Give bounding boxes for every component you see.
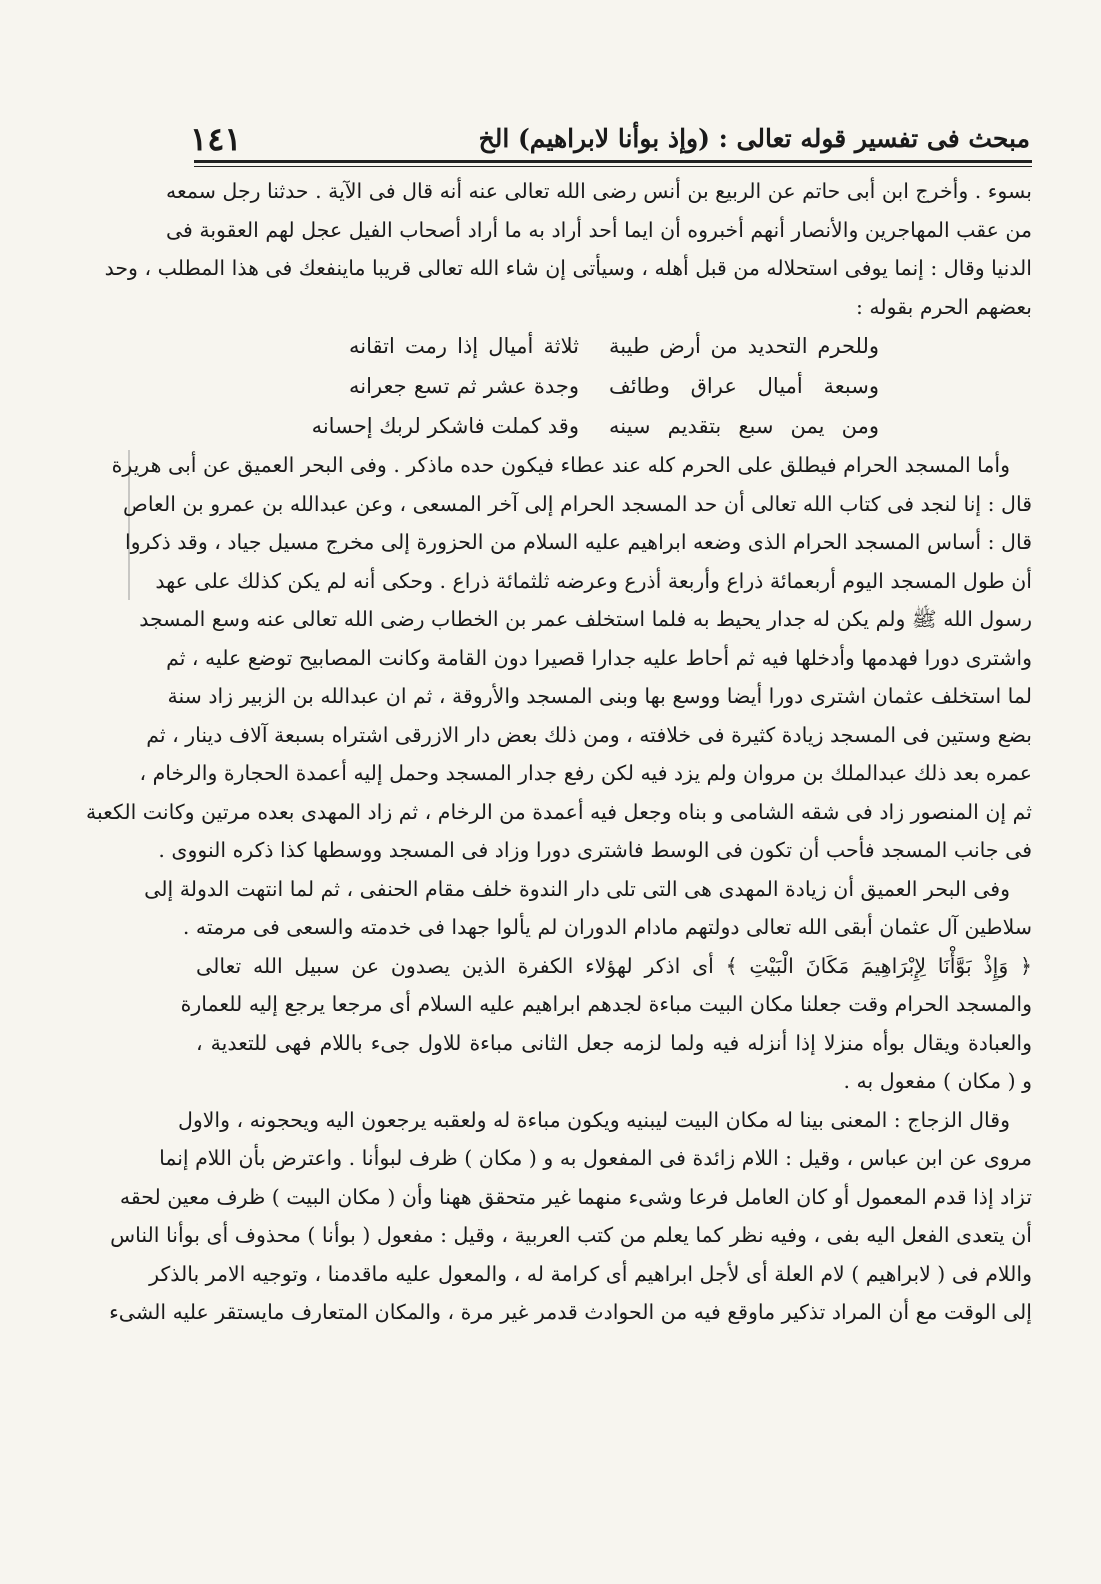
paragraph-3	[144, 870, 1032, 947]
text-line: لما استخلف عثمان اشترى دورا أيضا ووسع بها وبنى المسجد والأروقة ، ثم ان عبدالله بن الزبير زاد سنة	[167, 684, 1032, 708]
text-line: إلى الوقت مع أن المراد تذكير ماوقع فيه من الحوادث قدمر غير مرة ، والمكان المتعارف مايستقر عليه الشىء	[109, 1300, 1032, 1324]
verse-first-hemistich: وللحرم التحديد من أرض طيبة	[609, 334, 879, 358]
text-line: والعبادة ويقال بوأه منزلا إذا أنزله فيه ولما لزمه جعل الثانى مباءة للاول جىء باللام فهى للتعدية ،	[196, 1030, 1032, 1055]
poem	[196, 326, 1032, 446]
paragraph-1	[104, 172, 1032, 326]
verse-second-hemistich: ثلاثة أميال إذا رمت اتقانه	[349, 334, 579, 358]
text-line: واشترى دورا فهدمها وأدخلها فيه ثم أحاط عليه جدارا قصيرا دون القامة وكانت المصابيح توضع عليه ، ثم	[166, 645, 1032, 670]
text-line: من عقب المهاجرين والأنصار أنهم أخبروه أن ايما أحد أراد به ما أراد أصحاب الفيل عجل لهم العقوبة فى	[165, 217, 1032, 242]
page-body	[85, 172, 1032, 1332]
text-line: بسوء . وأخرج ابن أبى حاتم عن الربيع بن أنس رضى الله تعالى عنه أنه قال فى الآية . حدثنا رجل سمعه	[166, 179, 1032, 203]
page-header	[190, 118, 1030, 162]
text-line: رسول الله ﷺ ولم يكن له جدار يحيط به فلما استخلف عمر بن الخطاب رضى الله تعالى عنه وسع المسجد	[139, 607, 1032, 631]
text-line: بضع وستين فى المسجد زيادة كثيرة فى خلافته ، ومن ذلك بعض دار الازرقى اشتراه بسبعة آلاف دينار ، ثم	[146, 722, 1032, 747]
text-line: أن يتعدى الفعل اليه بفى ، وفيه نظر كما يعلم من كتب العربية ، وقيل : مفعول ( بوأنا ) محذوف أى بوأنا الناس	[110, 1223, 1032, 1247]
quran-verse-line: ﴿ وَإِذْ بَوَّأْنَا لِإِبْرَاهِيمَ مَكَانَ الْبَيْتِ ﴾ أى اذكر لهؤلاء الكفرة الذين يصدون عن سبيل الله تعالى	[196, 953, 1032, 978]
text-line: عمره بعد ذلك عبدالملك بن مروان ولم يزد فيه لكن رفع جدار المسجد وحمل إليه أعمدة الحجارة والرخام ،	[139, 761, 1032, 785]
poem-verse	[196, 406, 1032, 446]
text-line: مروى عن ابن عباس ، وقيل : اللام زائدة فى المفعول به و ( مكان ) ظرف لبوأنا . واعترض بأن اللام إنما	[159, 1146, 1032, 1170]
text-line: و ( مكان ) مفعول به .	[843, 1069, 1032, 1093]
header-rule-thin	[194, 166, 1032, 167]
text-line: الدنيا وقال : إنما يوفى استحلاله من قبل أهله ، وسيأتى إن شاء الله تعالى قريبا ماينفعك فى هذا المطلب ، وحد	[104, 256, 1032, 280]
text-line: وأما المسجد الحرام فيطلق على الحرم كله عند عطاء فيكون حده ماذكر . وفى البحر العميق عن أبى هريرة	[111, 453, 1010, 477]
text-line: سلاطين آل عثمان أبقى الله تعالى دولتهم مادام الدوران لم يألوا جهدا فى خدمته والسعى فى مرمته .	[182, 915, 1032, 939]
page-number: ١٤١	[190, 120, 242, 158]
running-title: مبحث فى تفسير قوله تعالى : (وإذ بوأنا لابراهيم) الخ	[478, 124, 1030, 153]
text-line: قال : إنا لنجد فى كتاب الله تعالى أن حد المسجد الحرام إلى آخر المسعى ، وعن عبدالله بن عمرو بن العاص	[123, 491, 1032, 516]
verse-first-hemistich: ومن يمن سبع بتقديم سينه	[609, 414, 879, 438]
text-line: ثم إن المنصور زاد فى شقه الشامى و بناه وجعل فيه أعمدة من الرخام ، ثم زاد المهدى بعده مرتين وكانت الكعبة	[85, 799, 1032, 824]
verse-first-hemistich: وسبعة أميال عراق وطائف	[609, 374, 879, 398]
paragraph-2	[85, 446, 1032, 870]
text-line: وقال الزجاج : المعنى بينا له مكان البيت ليبنيه ويكون مباءة له ولعقبه يرجعون اليه ويحجونه ، والاول	[177, 1107, 1010, 1132]
text-line: بعضهم الحرم بقوله :	[855, 294, 1032, 319]
text-line: فى جانب المسجد فأحب أن تكون فى الوسط فاشترى دورا وزاد فى المسجد ووسطها كذا ذكره النووى .	[158, 838, 1032, 862]
verse-second-hemistich: وجدة عشر ثم تسع جعرانه	[349, 374, 579, 398]
poem-verse	[196, 326, 1032, 366]
header-rule	[194, 160, 1032, 163]
text-line: تزاد إذا قدم المعمول أو كان العامل فرعا وشىء منهما غير متحقق ههنا وأن ( مكان البيت ) ظرف معين لحقه	[119, 1184, 1032, 1209]
poem-verse	[196, 366, 1032, 406]
text-line: واللام فى ( لابراهيم ) لام العلة أى لأجل ابراهيم أى كرامة له ، والمعول عليه ماقدمنا ، وتوجيه الامر بالذكر	[149, 1261, 1032, 1286]
text-line: وفى البحر العميق أن زيادة المهدى هى التى تلى دار الندوة خلف مقام الحنفى ، ثم لما انتهت الدولة إلى	[144, 876, 1010, 901]
paragraph-5	[109, 1101, 1032, 1332]
verse-second-hemistich: وقد كملت فاشكر لربك إحسانه	[311, 414, 579, 438]
text-line: أن طول المسجد اليوم أربعمائة ذراع وأربعة أذرع وعرضه ثلثمائة ذراع . وحكى أنه لم يكن كذلك على عهد	[155, 568, 1032, 593]
text-line: والمسجد الحرام وقت جعلنا مكان البيت مباءة لجدهم ابراهيم عليه السلام أى مرجعا يرجع إليه للعمارة	[180, 992, 1032, 1016]
paragraph-4	[180, 947, 1032, 1101]
text-line: قال : أساس المسجد الحرام الذى وضعه ابراهيم عليه السلام من الحزورة إلى مخرج مسيل جياد ، وقد ذكروا	[124, 530, 1032, 554]
